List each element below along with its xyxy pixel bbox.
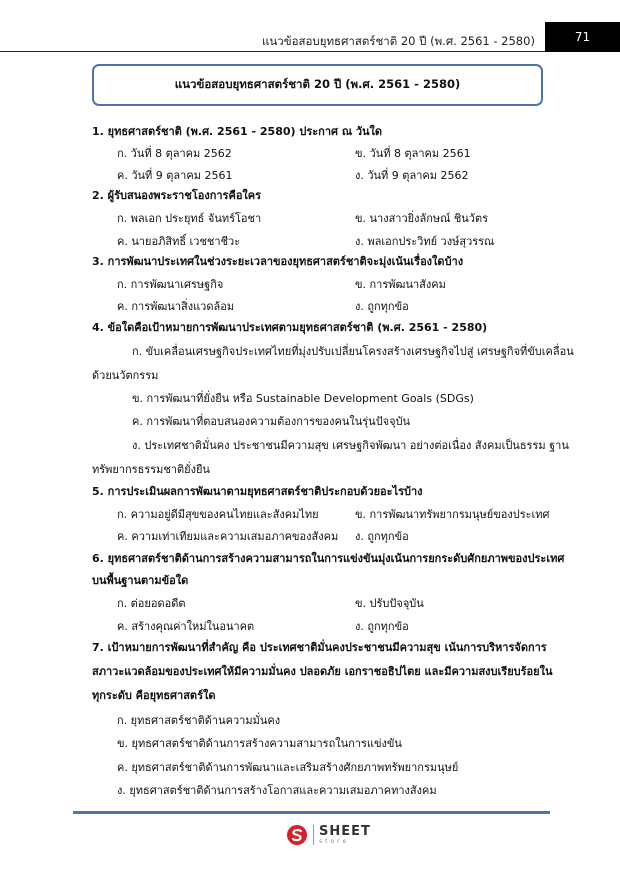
question-6-line-1: 6. ยุทธศาสตร์ชาติด้านการสร้างความสามารถในการแข่งขันมุ่งเน้นการยกระดับศักยภาพของประเทศ bbox=[92, 552, 565, 565]
section-title: แนวข้อสอบยุทธศาสตร์ชาติ 20 ปี (พ.ศ. 2561 - 2580) bbox=[174, 77, 461, 91]
option-3b: ข. การพัฒนาสังคม bbox=[355, 278, 446, 291]
question-1: 1. ยุทธศาสตร์ชาติ (พ.ศ. 2561 - 2580) ประกาศ ณ วันใด bbox=[92, 125, 383, 138]
question-5: 5. การประเมินผลการพัฒนาตามยุทธศาสตร์ชาติประกอบด้วยอะไรบ้าง bbox=[92, 485, 423, 498]
question-2: 2. ผู้รับสนองพระราชโองการคือใคร bbox=[92, 189, 262, 202]
option-4b: ข. การพัฒนาที่ยั่งยืน หรือ Sustainable Development Goals (SDGs) bbox=[132, 392, 474, 405]
header-rule bbox=[0, 51, 545, 52]
question-7-line-2: สภาวะแวดล้อมของประเทศให้มีความมั่นคง ปลอดภัย เอกราชอธิปไตย และมีความสงบเรียบร้อยใน bbox=[92, 665, 553, 678]
option-4a: ก. ขับเคลื่อนเศรษฐกิจประเทศไทยที่มุ่งปรับเปลี่ยนโครงสร้างเศรษฐกิจไปสู่ เศรษฐกิจที่ขับเคลื่อน bbox=[132, 345, 574, 358]
option-2a: ก. พลเอก ประยุทธ์ จันทร์โอชา bbox=[117, 212, 262, 225]
question-7-line-3: ทุกระดับ คือยุทธศาสตร์ใด bbox=[92, 689, 216, 702]
option-1d: ง. วันที่ 9 ตุลาคม 2562 bbox=[355, 169, 469, 182]
option-2d: ง. พลเอกประวิทย์ วงษ์สุวรรณ bbox=[355, 235, 495, 248]
option-2b: ข. นางสาวยิ่งลักษณ์ ชินวัตร bbox=[355, 212, 489, 225]
option-7a: ก. ยุทธศาสตร์ชาติด้านความมั่นคง bbox=[117, 714, 281, 727]
question-3: 3. การพัฒนาประเทศในช่วงระยะเวลาของยุทธศาสตร์ชาติจะมุ่งเน้นเรื่องใดบ้าง bbox=[92, 255, 464, 268]
option-7b: ข. ยุทธศาสตร์ชาติด้านการสร้างความสามารถในการแข่งขัน bbox=[117, 737, 402, 750]
option-7d: ง. ยุทธศาสตร์ชาติด้านการสร้างโอกาสและความเสมอภาคทางสังคม bbox=[117, 784, 437, 797]
option-4c: ค. การพัฒนาที่ตอบสนองความต้องการของคนในรุ่นปัจจุบัน bbox=[132, 415, 411, 428]
option-2c: ค. นายอภิสิทธิ์ เวชชาชีวะ bbox=[117, 235, 241, 248]
running-header-title: แนวข้อสอบยุทธศาสตร์ชาติ 20 ปี (พ.ศ. 2561 - 2580) bbox=[262, 34, 535, 48]
s-icon bbox=[286, 824, 308, 846]
question-7-line-1: 7. เป้าหมายการพัฒนาที่สำคัญ คือ ประเทศชาติมั่นคงประชาชนมีความสุข เน้นการบริหารจัดการ bbox=[92, 641, 547, 654]
option-1a: ก. วันที่ 8 ตุลาคม 2562 bbox=[117, 147, 232, 160]
question-6-line-2: บนพื้นฐานตามข้อใด bbox=[92, 574, 189, 587]
option-3c: ค. การพัฒนาสิ่งแวดล้อม bbox=[117, 300, 235, 313]
sheet-store-logo bbox=[286, 824, 371, 846]
option-7c: ค. ยุทธศาสตร์ชาติด้านการพัฒนาและเสริมสร้างศักยภาพทรัพยากรมนุษย์ bbox=[117, 761, 459, 774]
page-number: 71 bbox=[574, 30, 591, 44]
logo-sub-text: store bbox=[319, 838, 350, 845]
option-5a: ก. ความอยู่ดีมีสุขของคนไทยและสังคมไทย bbox=[117, 508, 319, 521]
logo-separator bbox=[313, 825, 314, 845]
option-3a: ก. การพัฒนาเศรษฐกิจ bbox=[117, 278, 224, 291]
option-6c: ค. สร้างคุณค่าใหม่ในอนาคต bbox=[117, 620, 255, 633]
option-6a: ก. ต่อยอดอดีต bbox=[117, 597, 186, 610]
option-6b: ข. ปรับปัจจุบัน bbox=[355, 597, 424, 610]
option-6d: ง. ถูกทุกข้อ bbox=[355, 620, 409, 633]
option-1c: ค. วันที่ 9 ตุลาคม 2561 bbox=[117, 169, 233, 182]
option-1b: ข. วันที่ 8 ตุลาคม 2561 bbox=[355, 147, 471, 160]
logo-text bbox=[319, 825, 371, 845]
option-4a-cont: ด้วยนวัตกรรม bbox=[92, 369, 159, 382]
option-5b: ข. การพัฒนาทรัพยากรมนุษย์ของประเทศ bbox=[355, 508, 550, 521]
question-4: 4. ข้อใดคือเป้าหมายการพัฒนาประเทศตามยุทธศาสตร์ชาติ (พ.ศ. 2561 - 2580) bbox=[92, 321, 488, 334]
option-4d: ง. ประเทศชาติมั่นคง ประชาชนมีความสุข เศรษฐกิจพัฒนา อย่างต่อเนื่อง สังคมเป็นธรรม ฐาน bbox=[132, 439, 569, 452]
section-title-box bbox=[92, 64, 543, 106]
page-number-box bbox=[545, 22, 620, 52]
logo-main-text: SHEET bbox=[319, 824, 371, 839]
footer-rule bbox=[73, 811, 550, 814]
option-3d: ง. ถูกทุกข้อ bbox=[355, 300, 409, 313]
option-5d: ง. ถูกทุกข้อ bbox=[355, 530, 409, 543]
option-5c: ค. ความเท่าเทียมและความเสมอภาคของสังคม bbox=[117, 530, 339, 543]
option-4d-cont: ทรัพยากรธรรมชาติยั่งยืน bbox=[92, 463, 210, 476]
